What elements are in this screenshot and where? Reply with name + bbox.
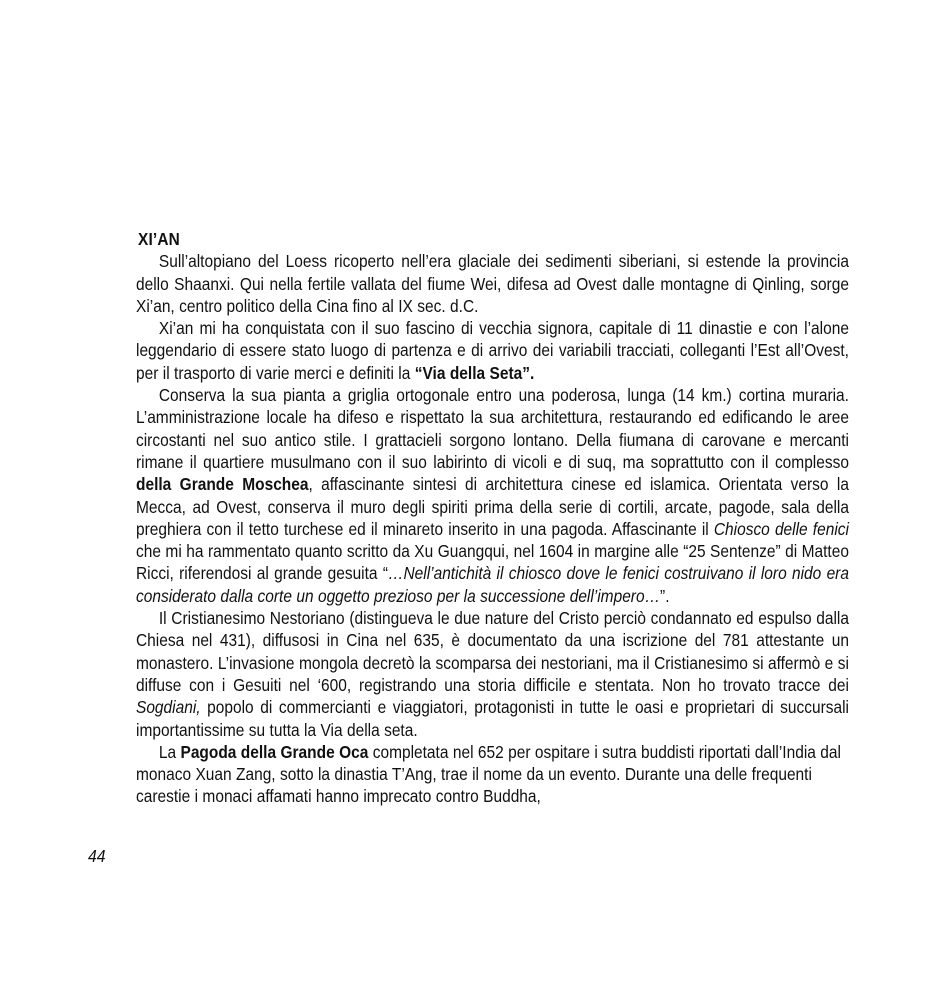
body-text-column xyxy=(136,228,849,808)
text-run: Conserva la sua pianta a griglia ortogonale entro una poderosa, lunga (14 km.) cortina muraria. L’amministrazione locale ha difeso e rispettato la sua architettura, restaurando ed edificando le aree circostanti nel suo antico stile. I grattacieli sorgono lontano. Della fiumana di carovane e mercanti rimane il quartiere musulmano con il suo labirinto di vicoli e di suq, ma soprattutto con il complesso xyxy=(136,385,849,472)
bold-emphasis: “Via della Seta”. xyxy=(414,362,535,383)
text-run: completata nel 652 per ospitare i sutra buddisti riportati dall’India dal monaco Xuan Zang, sotto la dinastia T’Ang, trae il nome da un evento. Durante una delle frequenti carestie i monaci affamati hanno imprecato contro Buddha, xyxy=(136,741,841,807)
paragraph xyxy=(136,741,849,808)
italic-emphasis: Sogdiani, xyxy=(136,697,201,718)
bold-emphasis: Pagoda della Grande Oca xyxy=(180,741,369,762)
paragraph xyxy=(136,384,849,607)
page-number: 44 xyxy=(88,846,106,866)
paragraph xyxy=(136,250,849,317)
paragraph xyxy=(136,607,849,741)
italic-emphasis: Chiosco delle fenici xyxy=(713,518,849,539)
section-heading: XI’AN xyxy=(138,229,180,249)
text-run: , affascinante sintesi di architettura cinese ed islamica. Orientata verso la Mecca, ad Ovest, conserva il muro degli spiriti prima della serie di cortili, arcate, pagode, sala della preghiera con il tetto turchese ed il minareto inserito in una pagoda. Affascinante il xyxy=(136,474,849,539)
text-run: popolo di commercianti e viaggiatori, protagonisti in tutte le oasi e proprietari di succursali importantissime su tutta la Via della seta. xyxy=(136,697,849,740)
bold-emphasis: della Grande Moschea xyxy=(136,474,309,495)
text-run: Sull’altopiano del Loess ricoperto nell’era glaciale dei sedimenti siberiani, si estende la provincia dello Shaanxi. Qui nella fertile vallata del fiume Wei, difesa ad Ovest dalle montagne di Qinling, sorge Xi’an, centro politico della Cina fino al IX sec. d.C. xyxy=(136,251,849,316)
text-run: che mi ha rammentato quanto scritto da Xu Guangqui, nel 1604 in margine alle “25 Sentenze” di Matteo Ricci, riferendosi al grande gesuita “ xyxy=(136,541,849,584)
text-run: Xi’an mi ha conquistata con il suo fascino di vecchia signora, capitale di 11 dinastie e con l’alone leggendario di essere stato luogo di partenza e di arrivo dei variabili tracciati, colleganti l’Est all’Ovest, per il trasporto di varie merci e definiti la xyxy=(136,318,849,383)
text-run: Il Cristianesimo Nestoriano (distingueva le due nature del Cristo perciò condannato ed espulso dalla Chiesa nel 431), diffusosi in Cina nel 635, è documentato da una iscrizione del 781 attestante un monastero. L’invasione mongola decretò la scomparsa dei nestoriani, ma il Cristianesimo si affermò e si diffuse con i Gesuiti nel ‘600, registrando una storia difficile e stentata. Non ho trovato tracce dei xyxy=(136,608,849,695)
paragraph xyxy=(136,317,849,384)
paragraph-list xyxy=(136,250,849,807)
italic-emphasis: …Nell’antichità il chiosco dove le fenici costruivano il loro nido era considerato dalla corte un oggetto prezioso per la successione dell’impero… xyxy=(136,563,849,606)
text-run: ”. xyxy=(660,585,670,606)
text-run: La xyxy=(158,741,181,762)
